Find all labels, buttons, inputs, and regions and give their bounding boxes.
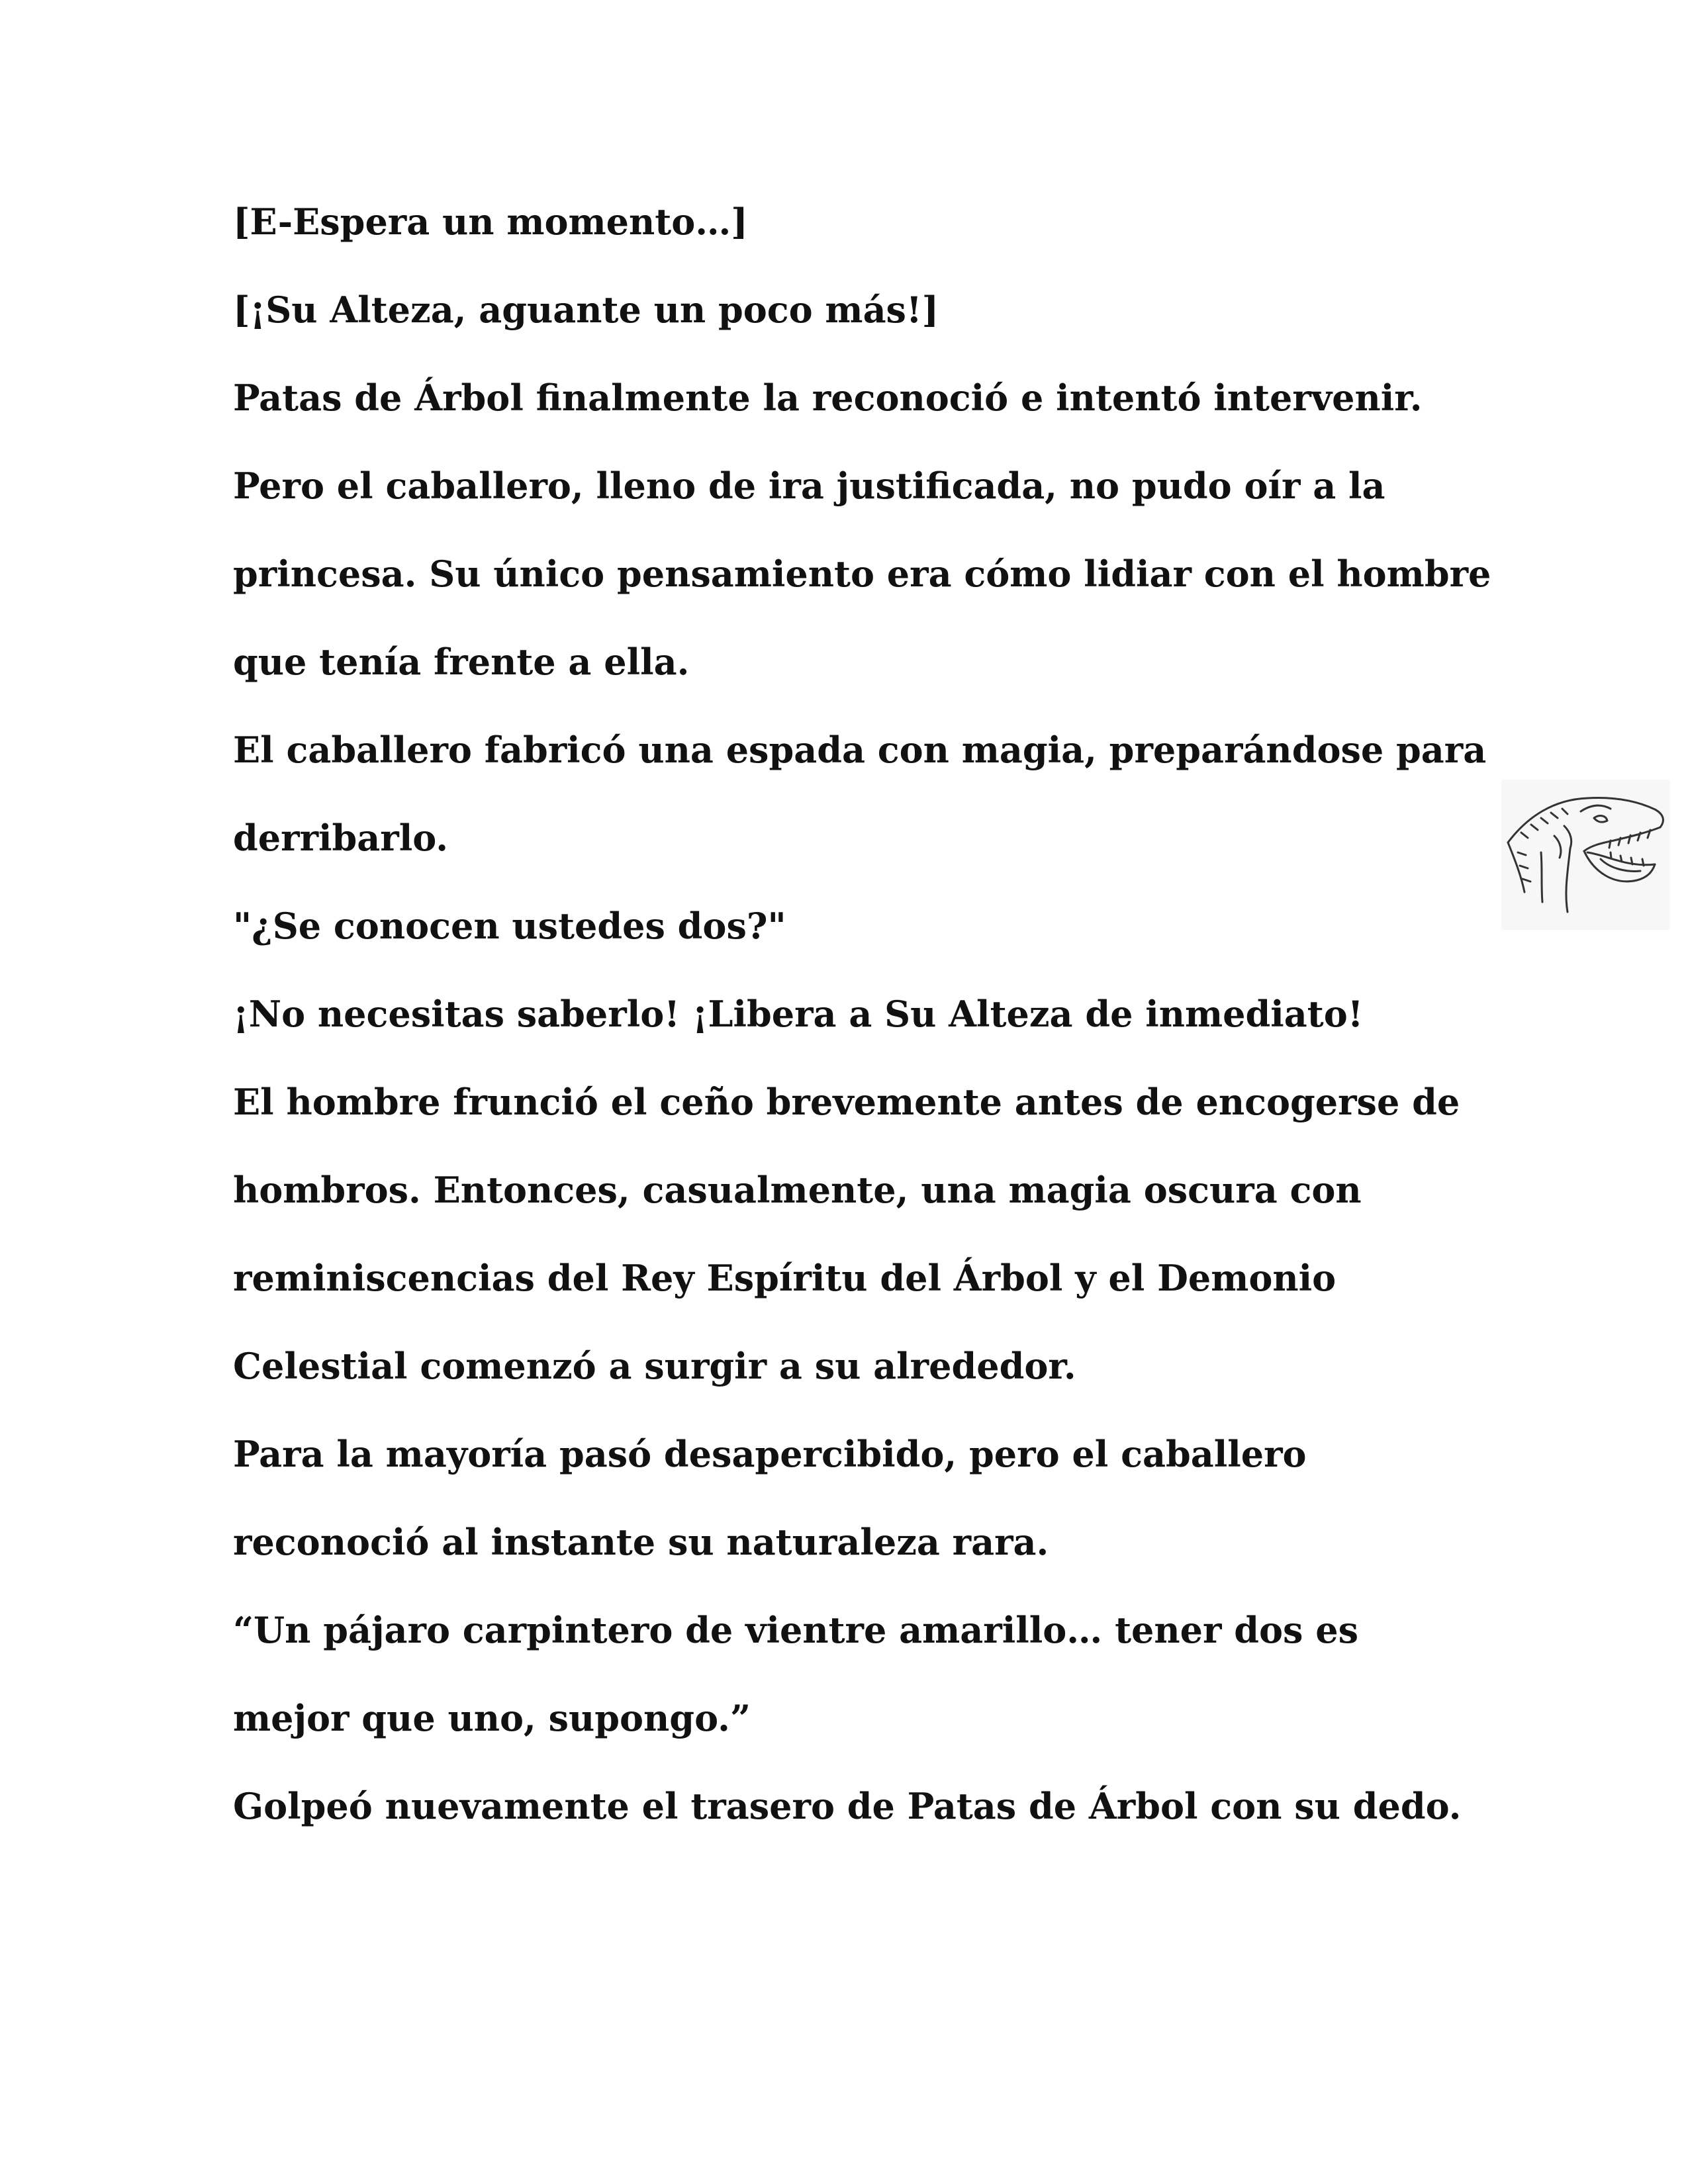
text-line: Para la mayoría pasó desapercibido, pero el caballero — [233, 1433, 1307, 1475]
text-line: reminiscencias del Rey Espíritu del Árbol y el Demonio — [233, 1257, 1336, 1299]
text-line: Golpeó nuevamente el trasero de Patas de Árbol con su dedo. — [233, 1785, 1462, 1827]
dinosaur-head-icon — [1501, 780, 1670, 930]
text-line: mejor que uno, supongo.” — [233, 1697, 751, 1739]
text-line: El hombre frunció el ceño brevemente antes de encogerse de — [233, 1081, 1460, 1123]
text-line: [E-Espera un momento…] — [233, 201, 748, 243]
text-line: princesa. Su único pensamiento era cómo lidiar con el hombre — [233, 553, 1491, 595]
text-line: Patas de Árbol finalmente la reconoció e intentó intervenir. — [233, 377, 1423, 419]
text-line: derribarlo. — [233, 817, 449, 859]
text-line: hombros. Entonces, casualmente, una magia oscura con — [233, 1169, 1362, 1211]
text-line: “Un pájaro carpintero de vientre amarillo… tener dos es — [233, 1609, 1358, 1651]
text-line: ¡No necesitas saberlo! ¡Libera a Su Alteza de inmediato! — [233, 993, 1364, 1035]
text-line: reconoció al instante su naturaleza rara. — [233, 1521, 1049, 1563]
text-line: El caballero fabricó una espada con magia, preparándose para — [233, 729, 1487, 771]
text-line: [¡Su Alteza, aguante un poco más!] — [233, 289, 939, 331]
text-line: Pero el caballero, lleno de ira justificada, no pudo oír a la — [233, 465, 1385, 507]
text-line: Celestial comenzó a surgir a su alrededor. — [233, 1345, 1076, 1387]
text-line: "¿Se conocen ustedes dos?" — [233, 905, 786, 947]
text-line: que tenía frente a ella. — [233, 641, 690, 683]
